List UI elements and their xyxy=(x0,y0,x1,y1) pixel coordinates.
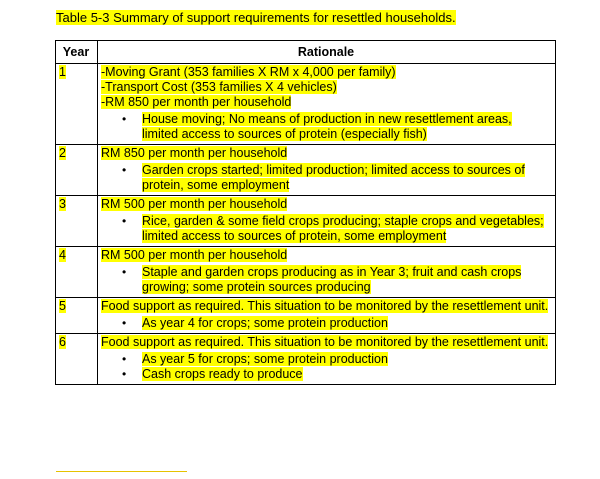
table-row xyxy=(56,196,556,247)
bullet-text: Rice, garden & some field crops producing; staple crops and vegetables; limited access to sources of protein, some employment xyxy=(142,214,544,243)
year-value: 1 xyxy=(59,65,66,79)
bullet-icon: • xyxy=(122,352,127,366)
footnote-separator xyxy=(56,471,187,472)
year-cell xyxy=(56,334,98,385)
year-cell xyxy=(56,64,98,145)
bullet-list xyxy=(101,352,551,382)
year-value: 6 xyxy=(59,335,66,349)
bullet-list xyxy=(101,265,551,295)
bullet-text: As year 5 for crops; some protein production xyxy=(142,352,388,366)
rationale-line xyxy=(101,146,551,161)
bullet-icon: • xyxy=(122,316,127,330)
year-cell xyxy=(56,298,98,334)
year-value: 5 xyxy=(59,299,66,313)
bullet-text: House moving; No means of production in new resettlement areas, limited access to sources of protein (especially fish) xyxy=(142,112,512,141)
bullet-icon: • xyxy=(122,265,127,279)
bullet-text: Staple and garden crops producing as in Year 3; fruit and cash crops growing; some protein sources producing xyxy=(142,265,522,294)
support-requirements-table xyxy=(55,40,556,385)
rationale-cell xyxy=(98,145,556,196)
bullet-item xyxy=(101,112,551,142)
bullet-list xyxy=(101,112,551,142)
year-value: 3 xyxy=(59,197,66,211)
rationale-text: -RM 850 per month per household xyxy=(101,95,292,109)
rationale-text: RM 850 per month per household xyxy=(101,146,288,160)
table-caption xyxy=(56,10,456,26)
table-row xyxy=(56,334,556,385)
bullet-text: As year 4 for crops; some protein production xyxy=(142,316,388,330)
bullet-item xyxy=(101,352,551,367)
bullet-icon: • xyxy=(122,214,127,228)
bullet-item xyxy=(101,367,551,382)
rationale-line xyxy=(101,95,551,110)
rationale-line xyxy=(101,80,551,95)
year-header: Year xyxy=(56,41,98,64)
bullet-item xyxy=(101,265,551,295)
year-value: 4 xyxy=(59,248,66,262)
rationale-text: -Transport Cost (353 families X 4 vehicles) xyxy=(101,80,337,94)
bullet-item xyxy=(101,316,551,331)
rationale-line xyxy=(101,248,551,263)
rationale-text: -Moving Grant (353 families X RM x 4,000 per family) xyxy=(101,65,396,79)
rationale-text: Food support as required. This situation to be monitored by the resettlement unit. xyxy=(101,335,549,349)
bullet-icon: • xyxy=(122,163,127,177)
header-row xyxy=(56,41,556,64)
rationale-text: RM 500 per month per household xyxy=(101,197,288,211)
rationale-line xyxy=(101,335,551,350)
bullet-list xyxy=(101,214,551,244)
table-row xyxy=(56,64,556,145)
bullet-list xyxy=(101,163,551,193)
rationale-text: RM 500 per month per household xyxy=(101,248,288,262)
year-cell xyxy=(56,145,98,196)
year-value: 2 xyxy=(59,146,66,160)
rationale-cell xyxy=(98,196,556,247)
bullet-text: Garden crops started; limited production; limited access to sources of protein, some employment xyxy=(142,163,525,192)
table-row xyxy=(56,247,556,298)
rationale-cell xyxy=(98,334,556,385)
rationale-text: Food support as required. This situation to be monitored by the resettlement unit. xyxy=(101,299,549,313)
table-row xyxy=(56,298,556,334)
rationale-cell xyxy=(98,298,556,334)
bullet-icon: • xyxy=(122,112,127,126)
caption-text: Table 5-3 Summary of support requirements for resettled households. xyxy=(56,10,456,25)
bullet-text: Cash crops ready to produce xyxy=(142,367,303,381)
rationale-header: Rationale xyxy=(98,41,556,64)
bullet-item xyxy=(101,214,551,244)
bullet-icon: • xyxy=(122,367,127,381)
table-row xyxy=(56,145,556,196)
year-cell xyxy=(56,196,98,247)
rationale-line xyxy=(101,299,551,314)
bullet-item xyxy=(101,163,551,193)
bullet-list xyxy=(101,316,551,331)
rationale-line xyxy=(101,65,551,80)
rationale-cell xyxy=(98,247,556,298)
rationale-cell xyxy=(98,64,556,145)
rationale-line xyxy=(101,197,551,212)
year-cell xyxy=(56,247,98,298)
